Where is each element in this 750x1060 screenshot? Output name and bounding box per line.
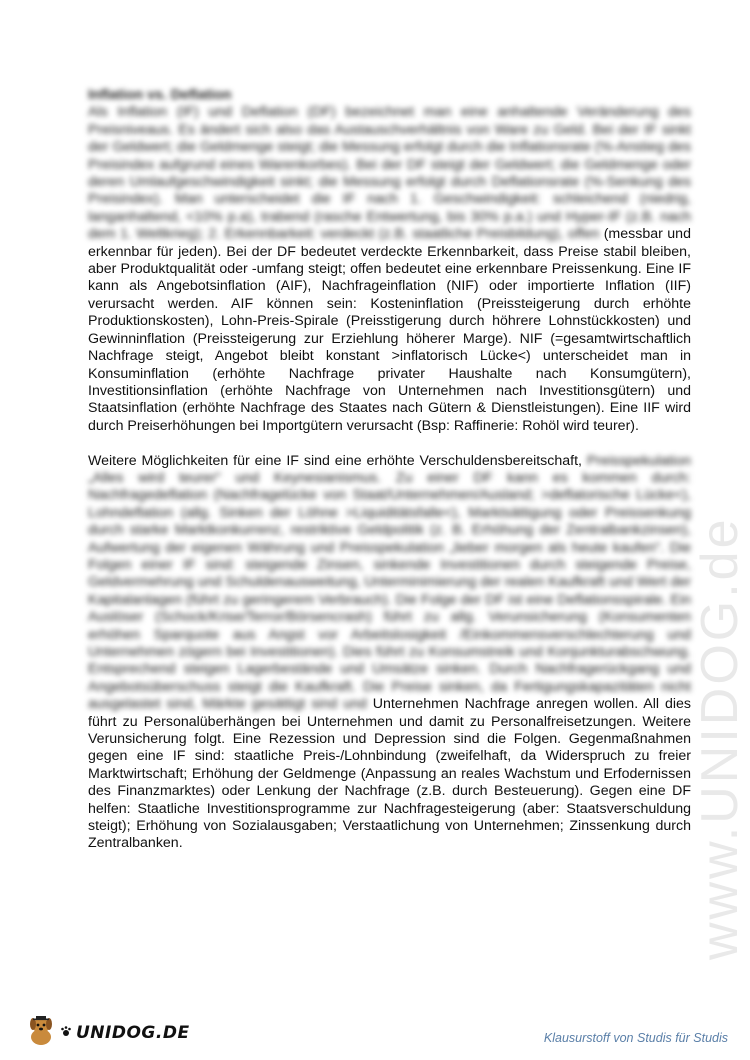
paragraph-2-visible-bottom: Unternehmen Nachfrage anregen wollen. All dies führt zu Personalüberhängen bei Unternehmen und damit zu Personalfreisetzungen. Weitere Verunsicherung folgt. Eine Rezession und Depression sind die Folgen. Gegenmaßnahmen gegen eine IF sind: staatliche Preis-/Lohnbindung (zweifelhaft, da Widerspruch zu freier Marktwirtschaft; Erhöhung der Geldmenge (Anpassung an reales Wachstum und Erfodernissen des Finanzmarktes) oder Lenkung der Nachfrage (z.B. durch Besteuerung). Gegen eine DF helfen: Staatliche Investitionsprogramme zur Nachfragesteigerung (aber: Staatsverschuldung steigt); Erhöhung von Sozialausgaben; Verstaatlichung von Unternehmen; Zinssenkung durch Zentralbanken.: [88, 696, 691, 852]
heading: Inflation vs. Deflation: [88, 87, 232, 103]
paragraph-1-blurred: Als Inflation (IF) und Deflation (DF) bezeichnet man eine anhaltende Veränderung des Preisniveaus. Es ändert sich also das Austauschverhältnis von Ware zu Geld. Bei der IF sinkt der Geldwert; die Geldmenge steigt; die Messung erfolgt durch die Inflationsrate (%-Anstieg des Preisindex aufgrund eines Warenkorbes). Bei der DF steigt der Geldwert; die Geldmenge oder deren Umlaufgeschwindigkeit sinkt; die Messung erfolgt durch Deflationsrate (%-Senkung des Preisindex). Man unterscheidet die IF nach 1. Geschwindigkeit: schleichend (niedrig, langanhaltend, <10% p.a), trabend (rasche Entwertung, bis 30% p.a.) und Hyper-IF (z.B. nach dem 1. Weltkrieg); 2. Erkennbarkeit: verdeckt (z.B. staatliche Preisbildung), offen: [88, 104, 691, 243]
blurred-section-top: [88, 87, 691, 242]
document-body: [88, 87, 691, 853]
unidog-logo[interactable]: [26, 1016, 190, 1050]
blurred-section-middle: Preisspekulation „Alles wird teurer“ und Keynesianismus. Zu einer DF kann es kommen durch: Nachfragedeflation (Nachfragelücke von Staat/Unternehmen/Ausland; >deflatorische Lücke<), Lohndeflation (allg. Sinken der Löhne >Liquiditätsfalle<), Marktsättigung oder Preissenkung durch starke Marktkonkurrenz, restriktive Geldpolitik (z. B. Erhöhung der Zentralbankzinsen), Aufwertung der eigenen Währung und Preisspekulation „lieber morgen als heute kaufen“. Die Folgen einer IF sind: steigende Zinsen, sinkende Investitionen durch steigende Preise, Geldvermehrung und Schuldenausweitung, Unterminimierung der realen Kaufkraft und Wert der Kapitalanlagen (führt zu geringerem Verbrauch). Die Folge der DF ist eine Deflationsspirale. Ein Auslöser (Schock/Krise/Terror/Börsencrash) führt zu allg. Verunsicherung (Konsumenten erhöhen Sparquote aus Angst vor Arbeitslosigkeit /Einkommensverschlechterung und Unternehmen zögern bei Investitionen). Dies führt zu Konsumstreik und Konjunkturabschwung. Entsprechend steigen Lagerbestände und Umsätze sinken. Durch Nachfragerückgang und Angebotsüberschuss steigt die Kaufkraft. Die Preise sinken, da Fertigungskapazitäten nicht ausgelastet sind, Märkte gesättigt sind und: [88, 452, 691, 713]
paw-icon: [60, 1024, 72, 1042]
paragraph-1-visible: (messbar und erkennbar für jeden). Bei der DF bedeutet verdeckte Erkennbarkeit, dass Preise stabil bleiben, aber Produktqualität oder -umfang steigt; offen bedeutet eine erkennbare Preissenkung. Eine IF kann als Angebotsinflation (AIF), Nachfrageinflation (NIF) oder importierte Inflation (IIF) verursacht werden. AIF können sein: Kosteninflation (Preissteigerung durch erhöhte Produktionskosten), Lohn-Preis-Spirale (Preisstigerung durch höhrere Lohnstückkosten) und Gewinninflation (Preissteigerung zur Erziehlung höherer Marge). NIF (=gesamtwirtschaftlich Nachfrage steigt, Angebot bleibt konstant >inflatorisch Lücke<) unterscheidet man in Konsuminflation (erhöhte Nachfrage privater Haushalte nach Konsumgütern), Investitionsinflation (erhöhte Nachfrage von Unternehmen nach Investitionsgütern) und Staatsinflation (erhöhte Nachfrage des Staates nach Gütern & Dienstleistungen). Eine IIF wird durch Preiserhöhungen bei Importgütern verursacht (Bsp: Raffinerie: Rohöl wird teurer).: [88, 226, 691, 434]
dog-icon: [26, 1015, 56, 1052]
footer-tagline: Klausurstoff von Studis für Studis: [543, 1031, 728, 1045]
paragraph-2-visible-top: Weitere Möglichkeiten für eine IF sind eine erhöhte Verschuldensbereitschaft,: [88, 452, 582, 469]
paragraph-1: [88, 87, 691, 435]
watermark: www.UNIDOG.de: [691, 516, 749, 960]
paragraph-2: [88, 453, 691, 853]
logo-text: UNIDOG.DE: [76, 1023, 190, 1043]
